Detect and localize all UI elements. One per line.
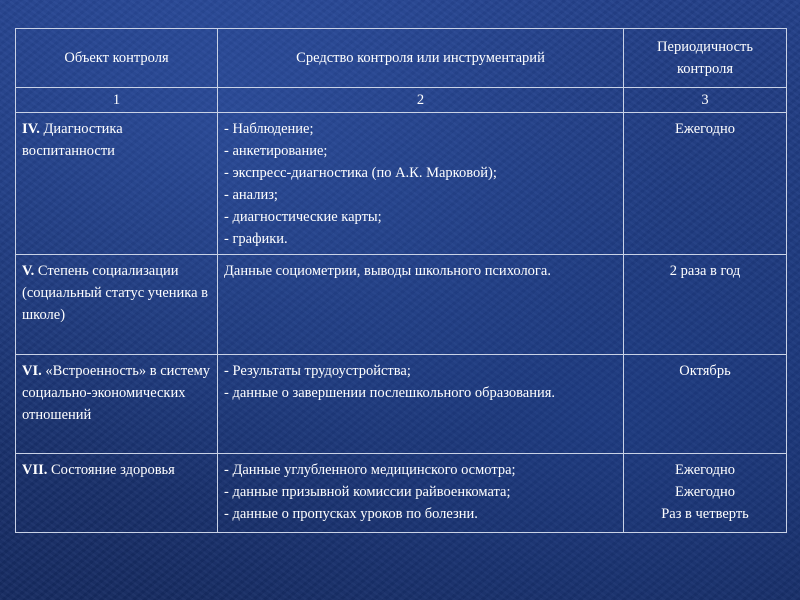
period-item: Ежегодно [675,484,735,500]
tool-item: - анкетирование; [224,143,328,159]
table-row [16,454,787,533]
object-cell [16,113,218,255]
header-row [16,29,787,88]
period-cell [624,255,787,355]
period-item: Ежегодно [675,462,735,478]
tool-item: - графики. [224,231,288,247]
table-row [16,355,787,454]
tool-item: - данные о завершении послешкольного образования. [224,385,556,401]
tool-item: - Результаты трудоустройства; [224,363,411,379]
tools-cell [218,255,624,355]
tool-item: - диагностические карты; [224,209,382,225]
tools-cell [218,454,624,533]
tool-item: - данные о пропусках уроков по болезни. [224,506,478,522]
object-text: Состояние здоровья [47,462,175,478]
period-cell [624,113,787,255]
column-number-row [16,88,787,113]
tools-cell [218,355,624,454]
header-tools: Средство контроля или инструментарий [218,29,624,88]
object-cell [16,255,218,355]
tool-item: - анализ; [224,187,278,203]
tool-item: - Данные углубленного медицинского осмотра; [224,462,516,478]
object-cell [16,355,218,454]
period-cell [624,355,787,454]
object-cell [16,454,218,533]
tool-item: - данные призывной комиссии райвоенкомата; [224,484,511,500]
header-object: Объект контроля [16,29,218,88]
control-table [15,28,787,533]
period-item: Раз в четверть [661,506,749,522]
table-row [16,113,787,255]
period-item: 2 раза в год [669,263,741,279]
period-item: Ежегодно [675,121,735,137]
object-text: Степень социализации (социальный статус ученика в школе) [22,263,209,323]
object-text: Диагностика воспитанности [22,121,123,159]
tool-item: Данные социометрии, выводы школьного психолога. [224,263,551,279]
column-number-1: 1 [16,88,218,113]
row-numeral: IV. [22,121,40,137]
table-row [16,255,787,355]
period-item: Октябрь [679,363,731,379]
header-periodicity: Периодичность контроля [624,29,787,88]
object-text: «Встроенность» в систему социально-экономических отношений [22,363,211,423]
tool-item: - экспресс-диагностика (по А.К. Марковой); [224,165,497,181]
tool-item: - Наблюдение; [224,121,314,137]
row-numeral: VII. [22,462,48,478]
tools-cell [218,113,624,255]
row-numeral: VI. [22,363,42,379]
row-numeral: V. [22,263,35,279]
column-number-2: 2 [218,88,624,113]
column-number-3: 3 [624,88,787,113]
period-cell [624,454,787,533]
